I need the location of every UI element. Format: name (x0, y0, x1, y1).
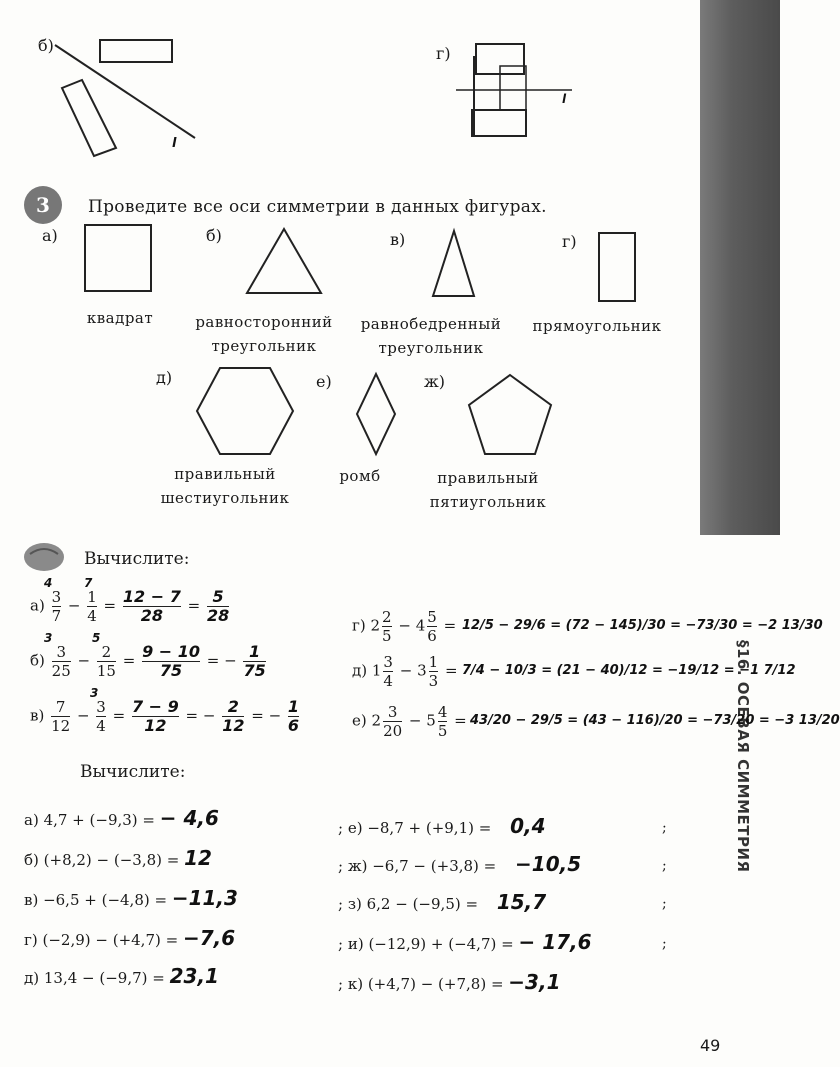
frac-a1: $\frac{3}{7}$ (51, 588, 62, 625)
hw-e-work: 43/20 − 29/5 = (43 − 116)/20 = −73/20 = −3 13/20 (470, 713, 840, 728)
task4-b-label: б) (30, 651, 45, 670)
hw-b-frac: $\frac{9 - 10}{75}$ (142, 642, 201, 680)
hw-answer: −3,1 (508, 970, 561, 994)
fig-d-label: д) (156, 368, 173, 387)
hw-answer: −11,3 (171, 886, 238, 910)
task4-g-w2: 4 (415, 616, 426, 635)
frac-b2: $\frac{2}{15}$ (96, 643, 116, 680)
task4-v: в) $\frac{7}{12}$ − $\frac{3}{4}$ = $\frac{7 - 9}{12}$ = − $\frac{2}{12}$ = − $\frac{1}{6}$ (30, 697, 300, 735)
frac-v2: $\frac{3}{4}$ (96, 698, 106, 735)
square-figure (84, 224, 154, 294)
hw-a-result: $\frac{5}{28}$ (206, 587, 230, 625)
task4-e-label: е) (352, 711, 367, 730)
fig-v-caption: равнобедренный треугольник (360, 315, 502, 357)
hw-v-result: $\frac{2}{12}$ (222, 697, 245, 735)
line-l-label-2: l (562, 92, 567, 106)
hw-b-result: $\frac{1}{75}$ (243, 642, 266, 680)
frac-e2: $\frac{4}{5}$ (437, 703, 448, 740)
semicolon: ; (662, 936, 667, 952)
fig-v-label: в) (390, 230, 406, 249)
hw-answer: −10,5 (515, 852, 582, 876)
fig-e-caption: ромб (339, 467, 381, 485)
hw-v-frac: $\frac{7 - 9}{12}$ (131, 697, 179, 735)
task4-heading: Вычислите: (84, 549, 190, 569)
task4-e-w2: 5 (426, 711, 436, 730)
task4-d: д) 1 $\frac{3}{4}$ − 3 $\frac{1}{3}$ = (352, 653, 458, 690)
semicolon: ; (662, 820, 667, 836)
task5-left-g: г) (−2,9) − (+4,7) = −7,6 (24, 926, 236, 950)
hw-v-result2: $\frac{1}{6}$ (287, 697, 300, 735)
isosceles-triangle-figure (430, 228, 480, 300)
task5-right-zh: ; ж) −6,7 − (+3,8) = −10,5 (338, 852, 582, 876)
frac-g2: $\frac{5}{6}$ (427, 608, 437, 645)
task5-left-v: в) −6,5 + (−4,8) = −11,3 (24, 886, 238, 910)
hw-answer: − 17,6 (518, 930, 592, 954)
section-title: §16. ОСЕВАЯ СИММЕТРИЯ (734, 640, 752, 873)
figure-g-reflection (450, 36, 590, 146)
task5-right-z: ; з) 6,2 − (−9,5) = 15,7 (338, 890, 547, 914)
task5-right-e: ; е) −8,7 + (+9,1) = 0,4 (338, 814, 546, 838)
task4-icon (22, 540, 66, 574)
hw-g-work: 12/5 − 29/6 = (72 − 145)/30 = −73/30 = −2 13/30 (462, 618, 823, 633)
hw-answer: 23,1 (169, 964, 219, 988)
fig-zh-label: ж) (424, 372, 445, 391)
figure-b-reflection (40, 30, 220, 170)
rhombus-figure (354, 372, 398, 456)
task5-right-k: ; к) (+4,7) − (+7,8) = −3,1 (338, 970, 561, 994)
task3-badge: 3 (24, 186, 62, 224)
task3-heading: Проведите все оси симметрии в данных фигурах. (88, 197, 547, 217)
line-l-label: l (172, 136, 177, 151)
task5-right-i: ; и) (−12,9) + (−4,7) = − 17,6 (338, 930, 592, 954)
task4-a-label: а) (30, 596, 45, 615)
task4-a: а) $\frac{3}{7}$ − $\frac{1}{4}$ = $\frac{12 - 7}{28}$ = $\frac{5}{28}$ (30, 587, 230, 625)
fig-a-caption: квадрат (86, 309, 154, 327)
task4-v-label: в) (30, 706, 45, 725)
semicolon: ; (662, 858, 667, 874)
task4-g-label: г) (352, 616, 366, 635)
fig-b-label: б) (206, 226, 222, 245)
task4-e: е) 2 $\frac{3}{20}$ − 5 $\frac{4}{5}$ = (352, 703, 467, 740)
fig-g-caption: прямоугольник (532, 317, 662, 335)
frac-a2: $\frac{1}{4}$ (87, 588, 97, 625)
frac-v1: $\frac{7}{12}$ (51, 698, 71, 735)
top-label-b: б) (38, 36, 54, 55)
hw-answer: −7,6 (182, 926, 236, 950)
hw-a-mult2: 7 (84, 576, 93, 590)
fig-a-label: а) (42, 226, 58, 245)
hw-v-mult2: 3 (90, 686, 99, 700)
task5-left-b: б) (+8,2) − (−3,8) = 12 (24, 846, 212, 870)
fig-d-caption: правильный шестиугольник (160, 465, 290, 507)
pentagon-figure (466, 372, 554, 458)
task5-left-a: а) 4,7 + (−9,3) = − 4,6 (24, 806, 219, 830)
fig-e-label: е) (316, 372, 332, 391)
side-decoration-bar (700, 0, 780, 535)
task4-g-w1: 2 (370, 616, 381, 635)
hw-answer: 15,7 (496, 890, 547, 914)
task4-b: б) $\frac{3}{25}$ − $\frac{2}{15}$ = $\frac{9 - 10}{75}$ = − $\frac{1}{75}$ (30, 642, 266, 680)
task4-e-w1: 2 (371, 711, 382, 730)
hw-answer: 12 (184, 846, 212, 870)
frac-e1: $\frac{3}{20}$ (383, 703, 403, 740)
fig-g-label: г) (562, 232, 577, 251)
fig-b-caption: равносторонний треугольник (195, 313, 333, 355)
task5-heading: Вычислите: (80, 762, 186, 782)
hw-a-frac: $\frac{12 - 7}{28}$ (122, 587, 181, 625)
frac-d2: $\frac{1}{3}$ (428, 653, 439, 690)
frac-b1: $\frac{3}{25}$ (51, 643, 71, 680)
semicolon: ; (662, 896, 667, 912)
frac-g1: $\frac{2}{5}$ (382, 608, 392, 645)
task4-g: г) 2 $\frac{2}{5}$ − 4 $\frac{5}{6}$ = (352, 608, 457, 645)
equilateral-triangle-figure (244, 226, 324, 296)
task4-d-w2: 3 (417, 661, 427, 680)
task4-d-w1: 1 (371, 661, 382, 680)
hw-b-mult2: 5 (92, 631, 101, 645)
page-number: 49 (700, 1036, 721, 1055)
hw-a-mult1: 4 (44, 576, 53, 590)
task4-d-label: д) (352, 661, 368, 680)
hw-answer: − 4,6 (159, 806, 219, 830)
fig-zh-caption: правильный пятиугольник (429, 469, 547, 511)
top-label-g: г) (436, 44, 451, 63)
rectangle-figure (598, 232, 638, 304)
hw-d-work: 7/4 − 10/3 = (21 − 40)/12 = −19/12 = −1 7/12 (462, 663, 796, 678)
hexagon-figure (194, 366, 296, 456)
hw-answer: 0,4 (510, 814, 546, 838)
frac-d1: $\frac{3}{4}$ (383, 653, 393, 690)
hw-b-mult1: 3 (44, 631, 53, 645)
task5-left-d: д) 13,4 − (−9,7) = 23,1 (24, 964, 219, 988)
